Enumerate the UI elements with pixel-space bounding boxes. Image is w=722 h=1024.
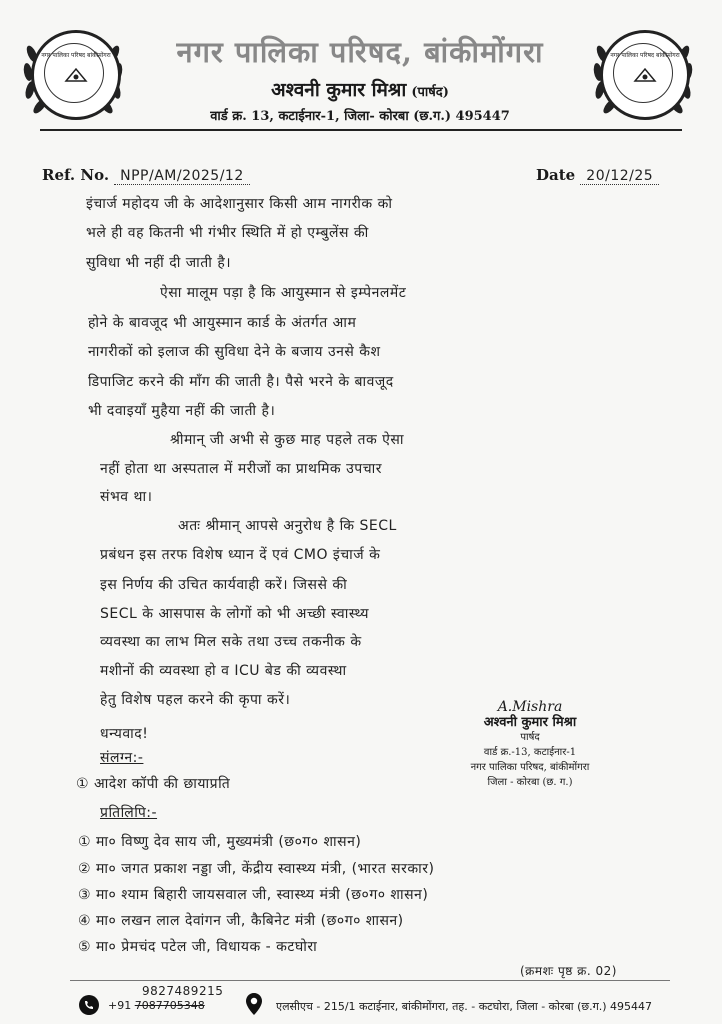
body-line: इंचार्ज महोदय जी के आदेशानुसार किसी आम नागरीक को xyxy=(86,196,393,212)
body-line: SECL के आसपास के लोगों को भी अच्छी स्वास्थ्य xyxy=(100,606,370,622)
body-line: नागरीकों को इलाज की सुविधा देने के बजाय उनसे कैश xyxy=(88,344,381,360)
footer-phone-1: 9827489215 xyxy=(142,984,224,998)
copy-item: ① मा० विष्णु देव साय जी, मुख्यमंत्री (छ०ग० शासन) xyxy=(78,834,362,850)
seal-text: नगर पालिका परिषद बांकीमोंगरा xyxy=(41,52,111,59)
body-line: इस निर्णय की उचित कार्यवाही करें। जिससे की xyxy=(100,577,348,593)
enclosure-label: संलग्न:- xyxy=(100,750,144,766)
signature-post: पार्षद xyxy=(520,732,540,743)
body-line: होने के बावजूद भी आयुस्मान कार्ड के अंतर्गत आम xyxy=(88,315,357,331)
body-line: प्रबंधन इस तरफ विशेष ध्यान दें एवं CMO इंचार्ज के xyxy=(100,547,381,563)
ref-label: Ref. No. xyxy=(42,166,110,184)
letterhead-designation: (पार्षद) xyxy=(411,85,449,100)
org-title: नगर पालिका परिषद, बांकीमोंगरा xyxy=(176,35,544,69)
footer-phone-prefix: +91 xyxy=(108,999,132,1012)
body-line: संभव था। xyxy=(100,489,153,505)
footer-divider xyxy=(70,980,670,981)
location-pin-icon xyxy=(244,992,264,1016)
seal-emblem-icon xyxy=(633,67,657,83)
signature-name: अश्वनी कुमार मिश्रा xyxy=(483,715,577,730)
date-label: Date xyxy=(536,166,576,184)
body-line: अतः श्रीमान् आपसे अनुरोध है कि SECL xyxy=(178,518,397,534)
signature-block xyxy=(440,700,620,790)
header-divider xyxy=(40,129,682,131)
signature-district: जिला - कोरबा (छ. ग.) xyxy=(487,777,573,788)
seal-text: नगर पालिका परिषद बांकीमोंगरा xyxy=(610,52,680,59)
copy-item: ② मा० जगत प्रकाश नड्डा जी, केंद्रीय स्वास्थ्य मंत्री, (भारत सरकार) xyxy=(78,861,435,877)
body-line: मशीनों की व्यवस्था हो व ICU बेड की व्यवस्था xyxy=(100,663,347,679)
copy-item: ⑤ मा० प्रेमचंद पटेल जी, विधायक - कटघोरा xyxy=(78,939,318,955)
signature-org: नगर पालिका परिषद, बांकीमोंगरा xyxy=(470,762,590,773)
right-seal-logo xyxy=(600,30,690,120)
copy-item: ④ मा० लखन लाल देवांगन जी, कैबिनेट मंत्री (छ०ग० शासन) xyxy=(78,913,404,929)
closing-text: धन्यवाद! xyxy=(100,726,149,742)
body-line: सुविधा भी नहीं दी जाती है। xyxy=(86,255,232,271)
body-line: हेतु विशेष पहल करने की कृपा करें। xyxy=(100,692,291,708)
body-line: भी दवाइयाँ मुहैया नहीं की जाती है। xyxy=(88,403,276,419)
left-seal-logo xyxy=(31,30,121,120)
body-line: भले ही वह कितनी भी गंभीर स्थिति में हो एम्बुलेंस की xyxy=(86,225,369,241)
letterhead-name: अश्वनी कुमार मिश्रा xyxy=(271,79,407,101)
seal-emblem-icon xyxy=(64,67,88,83)
date-value: 20/12/25 xyxy=(580,168,659,185)
whatsapp-icon xyxy=(78,994,100,1016)
copy-item: ③ मा० श्याम बिहारी जायसवाल जी, स्वास्थ्य मंत्री (छ०ग० शासन) xyxy=(78,887,429,903)
body-line: डिपाजिट करने की माँग की जाती है। पैसे भरने के बावजूद xyxy=(88,374,394,390)
body-line: ऐसा मालूम पड़ा है कि आयुस्मान से इम्पेनलमेंट xyxy=(160,285,407,301)
footer-address: एलसीएच - 215/1 कटाईनार, बांकीमोंगरा, तह. - कटघोरा, जिला - कोरबा (छ.ग.) 495447 xyxy=(276,1000,653,1013)
ref-value: NPP/AM/2025/12 xyxy=(114,168,250,185)
body-line: व्यवस्था का लाभ मिल सके तथा उच्च तकनीक के xyxy=(100,634,362,650)
copy-label: प्रतिलिपि:- xyxy=(100,805,158,821)
footer-phone-2: 7087705348 xyxy=(134,999,205,1012)
continued-note: (क्रमशः पृष्ठ क्र. 02) xyxy=(520,964,617,978)
enclosure-item: ① आदेश कॉपी की छायाप्रति xyxy=(76,776,231,792)
body-line: नहीं होता था अस्पताल में मरीजों का प्राथमिक उपचार xyxy=(100,461,383,477)
body-line: श्रीमान् जी अभी से कुछ माह पहले तक ऐसा xyxy=(170,432,404,448)
letterhead-address: वार्ड क्र. 13, कटाईनार-1, जिला- कोरबा (छ.ग.) 495447 xyxy=(210,109,510,124)
signature-ward: वार्ड क्र.-13, कटाईनार-1 xyxy=(483,747,577,758)
signature-scribble: A.Mishra xyxy=(497,699,563,715)
